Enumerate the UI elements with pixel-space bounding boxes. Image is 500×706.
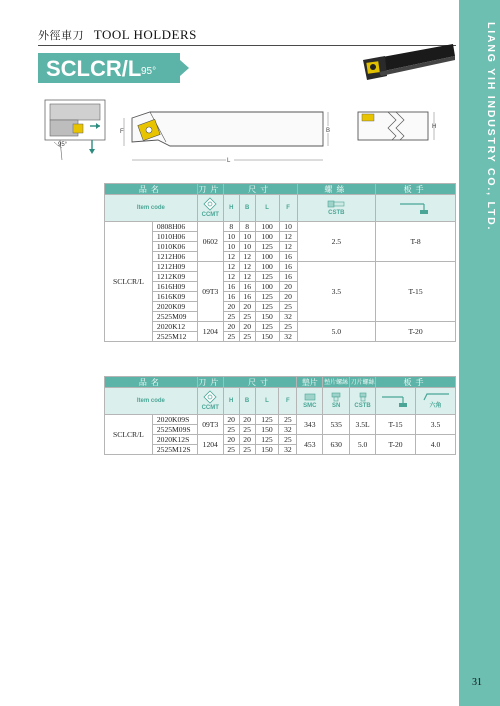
cell-h: 10 xyxy=(223,232,239,242)
cell-h: 25 xyxy=(223,312,239,322)
cell-l: 100 xyxy=(255,282,279,292)
shim-size: 343 xyxy=(297,415,323,435)
item-code: 2525M12S xyxy=(152,445,197,455)
wrench-size: T-15 xyxy=(376,262,456,322)
item-code-label: Item code xyxy=(105,388,198,415)
b-label: B xyxy=(239,195,255,222)
col-name-header: 品名 xyxy=(105,184,198,195)
item-code: 1616H09 xyxy=(152,282,197,292)
model-angle: 95° xyxy=(141,66,157,77)
hex-key-size: 4.0 xyxy=(416,435,456,455)
f-label: F xyxy=(279,195,297,222)
shim-size: 453 xyxy=(297,435,323,455)
cell-l: 125 xyxy=(255,272,279,282)
col-wrench-header: 板手 xyxy=(376,184,456,195)
item-code: 1212H09 xyxy=(152,262,197,272)
cell-f: 16 xyxy=(279,252,297,262)
cell-l: 125 xyxy=(255,292,279,302)
cell-f: 12 xyxy=(279,242,297,252)
cell-h: 12 xyxy=(223,272,239,282)
wrench-icon xyxy=(396,201,436,215)
cell-l: 100 xyxy=(255,252,279,262)
cell-f: 25 xyxy=(279,435,297,445)
hex-key-label: 六角 xyxy=(429,402,442,409)
item-code: 1010K06 xyxy=(152,242,197,252)
wrench-icon xyxy=(379,394,413,408)
cell-l: 100 xyxy=(255,222,279,232)
dim-l-label: L xyxy=(227,158,231,164)
item-code: 2525M09 xyxy=(152,312,197,322)
wrench-size: T-15 xyxy=(376,415,416,435)
item-code: 0808H06 xyxy=(152,222,197,232)
screw-size: 5.0 xyxy=(350,435,376,455)
cell-b: 25 xyxy=(239,425,255,435)
cell-b: 20 xyxy=(239,415,255,425)
insert-size: 0602 xyxy=(197,222,223,262)
cell-f: 16 xyxy=(279,262,297,272)
cell-h: 16 xyxy=(223,292,239,302)
insert-size: 09T3 xyxy=(197,415,223,435)
cell-h: 16 xyxy=(223,282,239,292)
spec-table-2 xyxy=(104,376,456,455)
item-code: 2525M12 xyxy=(152,332,197,342)
l-label: L xyxy=(255,388,279,415)
cell-h: 25 xyxy=(223,445,239,455)
col-size-header: 尺寸 xyxy=(223,377,297,388)
screw-size: 2.5 xyxy=(297,222,376,262)
cell-f: 12 xyxy=(279,232,297,242)
col-name-header: 品名 xyxy=(105,377,198,388)
cell-b: 16 xyxy=(239,282,255,292)
cell-b: 12 xyxy=(239,272,255,282)
cell-b: 25 xyxy=(239,332,255,342)
col-wrench-header: 板手 xyxy=(376,377,456,388)
page-title xyxy=(38,27,197,43)
shim-type-label: SMC xyxy=(303,402,317,409)
cell-h: 20 xyxy=(223,322,239,332)
col-insert-header: 刀片 xyxy=(198,377,223,387)
dim-f-label: F xyxy=(120,129,124,135)
screw-size: 5.0 xyxy=(297,322,376,342)
cell-f: 20 xyxy=(279,282,297,292)
cell-f: 32 xyxy=(279,332,297,342)
dim-b-label: B xyxy=(326,128,331,134)
wrench-size: T-20 xyxy=(376,322,456,342)
cell-h: 8 xyxy=(223,222,239,232)
hex-key-icon xyxy=(421,392,451,402)
item-code: 1212K09 xyxy=(152,272,197,282)
cell-b: 16 xyxy=(239,292,255,302)
cell-h: 10 xyxy=(223,242,239,252)
cell-b: 10 xyxy=(239,232,255,242)
series-cell: SCLCR/L xyxy=(105,222,153,342)
brand-name: LIANG YIH INDUSTRY CO., LTD. xyxy=(485,22,497,232)
screw-type-label: CSTB xyxy=(354,402,371,409)
h-label: H xyxy=(223,195,239,222)
shim-screw-type-label: SN xyxy=(332,402,341,409)
cell-h: 25 xyxy=(223,332,239,342)
item-code: 2020K12S xyxy=(152,435,197,445)
cell-f: 32 xyxy=(279,425,297,435)
col-screw-header: 螺絲 xyxy=(297,184,376,195)
shim-screw-size: 535 xyxy=(323,415,350,435)
cell-l: 150 xyxy=(255,332,279,342)
cell-h: 12 xyxy=(223,262,239,272)
cell-l: 100 xyxy=(255,262,279,272)
wrench-size: T-20 xyxy=(376,435,416,455)
screw-icon xyxy=(326,199,346,209)
technical-drawing xyxy=(40,98,456,180)
screw-size: 3.5L xyxy=(350,415,376,435)
page-title-en: TOOL HOLDERS xyxy=(93,27,197,42)
cell-f: 25 xyxy=(279,322,297,332)
cell-l: 125 xyxy=(255,242,279,252)
cell-f: 10 xyxy=(279,222,297,232)
cell-h: 25 xyxy=(223,425,239,435)
model-name: SCLCR/L xyxy=(46,56,142,81)
screw-type-label: CSTB xyxy=(328,209,345,216)
cell-l: 125 xyxy=(255,415,279,425)
cell-b: 25 xyxy=(239,445,255,455)
shim-icon xyxy=(303,392,317,402)
item-code: 1212H06 xyxy=(152,252,197,262)
cell-h: 20 xyxy=(223,302,239,312)
cell-l: 125 xyxy=(255,435,279,445)
item-code: 1010H06 xyxy=(152,232,197,242)
insert-size: 1204 xyxy=(197,322,223,342)
screw-size: 3.5 xyxy=(297,262,376,322)
cell-f: 25 xyxy=(279,415,297,425)
insert-icon xyxy=(203,390,217,404)
insert-type-label: CCMT xyxy=(201,404,219,411)
screw-icon xyxy=(356,392,370,402)
spec-table-1 xyxy=(104,183,456,342)
series-cell: SCLCR/L xyxy=(105,415,153,455)
cell-b: 20 xyxy=(239,322,255,332)
cell-l: 125 xyxy=(255,302,279,312)
cell-f: 16 xyxy=(279,272,297,282)
item-code: 1616K09 xyxy=(152,292,197,302)
cell-l: 125 xyxy=(255,322,279,332)
page-title-cn: 外徑車刀 xyxy=(38,29,84,42)
cell-b: 25 xyxy=(239,312,255,322)
col-shim-screw-header: 墊片螺絲 xyxy=(324,378,349,386)
insert-type-label: CCMT xyxy=(201,211,219,218)
cell-h: 20 xyxy=(223,435,239,445)
cell-b: 8 xyxy=(239,222,255,232)
angle-label: 95° xyxy=(58,142,68,148)
cell-l: 100 xyxy=(255,232,279,242)
b-label: B xyxy=(239,388,255,415)
cell-f: 25 xyxy=(279,302,297,312)
col-insert-header: 刀片 xyxy=(198,184,223,194)
cell-b: 12 xyxy=(239,262,255,272)
page-number: 31 xyxy=(472,677,482,688)
cell-l: 150 xyxy=(255,425,279,435)
cell-f: 32 xyxy=(279,312,297,322)
wrench-size: T-8 xyxy=(376,222,456,262)
l-label: L xyxy=(255,195,279,222)
cell-h: 12 xyxy=(223,252,239,262)
shim-screw-icon xyxy=(329,392,343,402)
hex-key-size: 3.5 xyxy=(416,415,456,435)
cell-b: 12 xyxy=(239,252,255,262)
cell-l: 150 xyxy=(255,445,279,455)
col-shim-header: 墊片 xyxy=(297,377,323,388)
cell-b: 20 xyxy=(239,435,255,445)
cell-b: 10 xyxy=(239,242,255,252)
cell-l: 150 xyxy=(255,312,279,322)
cell-h: 20 xyxy=(223,415,239,425)
f-label: F xyxy=(279,388,297,415)
item-code: 2020K09 xyxy=(152,302,197,312)
item-code: 2020K09S xyxy=(152,415,197,425)
banner-arrow xyxy=(180,60,189,76)
item-code-label: Item code xyxy=(105,195,198,222)
col-size-header: 尺寸 xyxy=(223,184,297,195)
dim-h-label: H xyxy=(432,124,437,130)
col-insert-screw-header: 刀片螺絲 xyxy=(350,378,375,386)
tool-photo xyxy=(355,40,455,95)
item-code: 2525M09S xyxy=(152,425,197,435)
insert-size: 1204 xyxy=(197,435,223,455)
item-code: 2020K12 xyxy=(152,322,197,332)
cell-b: 20 xyxy=(239,302,255,312)
shim-screw-size: 630 xyxy=(323,435,350,455)
cell-f: 32 xyxy=(279,445,297,455)
insert-icon xyxy=(203,197,217,211)
cell-f: 20 xyxy=(279,292,297,302)
h-label: H xyxy=(223,388,239,415)
insert-size: 09T3 xyxy=(197,262,223,322)
